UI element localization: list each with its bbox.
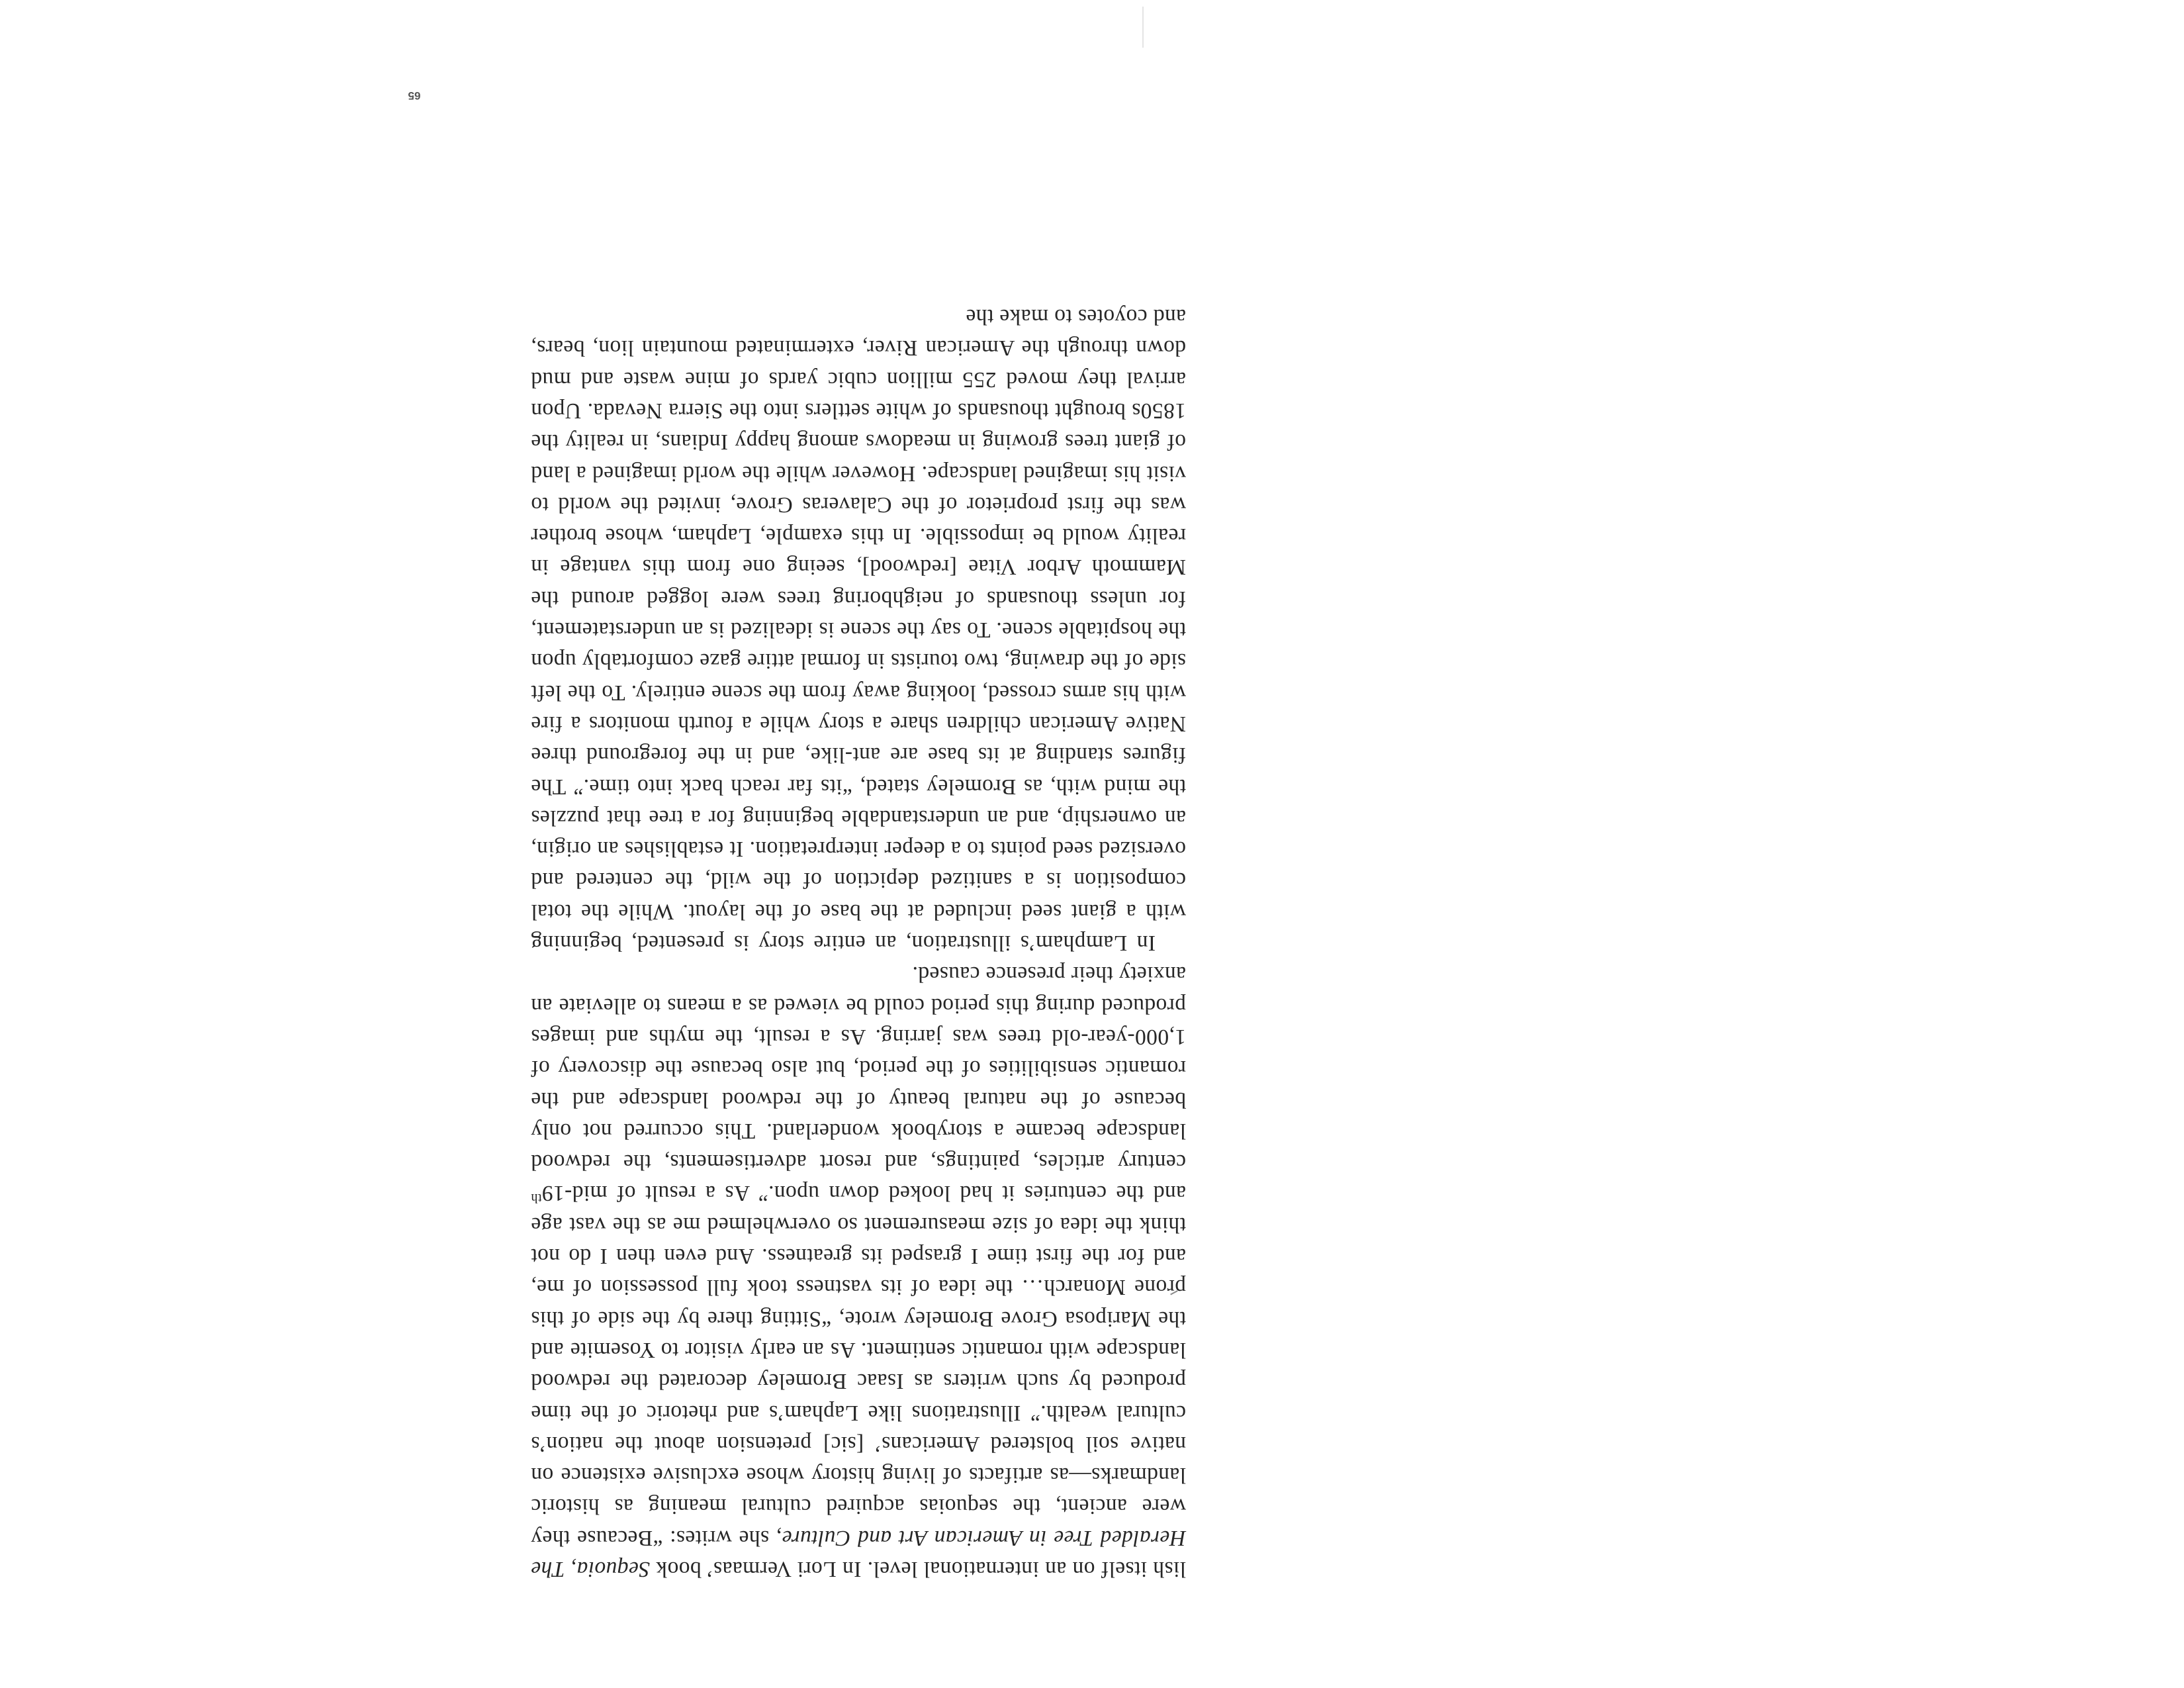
book-title: Sequoia, The Heralded Tree in American Art and Culture <box>531 1525 1186 1581</box>
page-number: 65 <box>408 89 421 102</box>
ordinal-superscript: th <box>531 1191 542 1206</box>
body-text-column <box>531 301 1186 1585</box>
paragraph-1-text-b: , she writes: “Because they were ancient, the sequoias acquired cultural meaning as historic landmarks—as artifacts of living history whose exclusive existence on native soil bolstered Americans’ [sic] pretension about the nation’s cultural wealth.” Illustrations like Lapham’s and rhetoric of the time produced by such writers as Isaac Bromeley decorated the redwood landscape with romantic sentiment. As an early visitor to Yosemite and the Mariposa Grove Bromeley wrote, “Sitting there by the side of this prone Monarch… the idea of its vastness took full possession of me, and for the first time I grasped its greatness. And even then I do not think the idea of size measurement so overwhelmed me as the vast age and the centuries it had looked down upon.” As a result of mid-19 <box>531 1181 1186 1550</box>
paragraph-2: In Lampham’s illustration, an entire story is presented, beginning with a giant seed included at the base of the layout. While the total composition is a sanitized depiction of the wild, the centered and oversized seed points to a deeper interpretation. It establishes an origin, an ownership, and an understandable beginning for a tree that puzzles the mind with, as Bromeley stated, “its far reach back into time.” The figures standing at its base are ant-like, and in the foreground three Native American children share a story while a fourth monitors a fire with his arms crossed, looking away from the scene entirely. To the left side of the drawing, two tourists in formal attire gaze comfortably upon the hospitable scene. To say the scene is idealized is an understatement, for unless thousands of neighboring trees were logged around the Mammoth Arbor Vitae [redwood], seeing one from this vantage in reality would be impossible. In this example, Lapham, whose brother was the first proprietor of the Calaveras Grove, invited the world to visit his imagined landscape. However while the world imagined a land of giant trees growing in meadows among happy Indians, in reality the 1850s brought thousands of white settlers into the Sierra Nevada. Upon arrival they moved 255 million cubic yards of mine waste and mud down through the American River, exterminated mountain lion, bears, and coyotes to make the <box>531 305 1186 956</box>
paragraph-1-text-a: lish itself on an international level. In Lori Vermaas’ book <box>650 1557 1186 1581</box>
paragraph-1-text-c: century articles, paintings, and resort advertisements, the redwood landscape became a storybook wonderland. This occurred not only because of the natural beauty of the redwood landscape and the romantic sensibilities of the period, but also because the discovery of 1,000-year-old trees was jarring. As a result, the myths and images produced during this period could be viewed as a means to alleviate an anxiety their presence caused. <box>531 962 1186 1175</box>
paragraph-1 <box>531 959 1186 1585</box>
gutter-line <box>1142 7 1144 48</box>
